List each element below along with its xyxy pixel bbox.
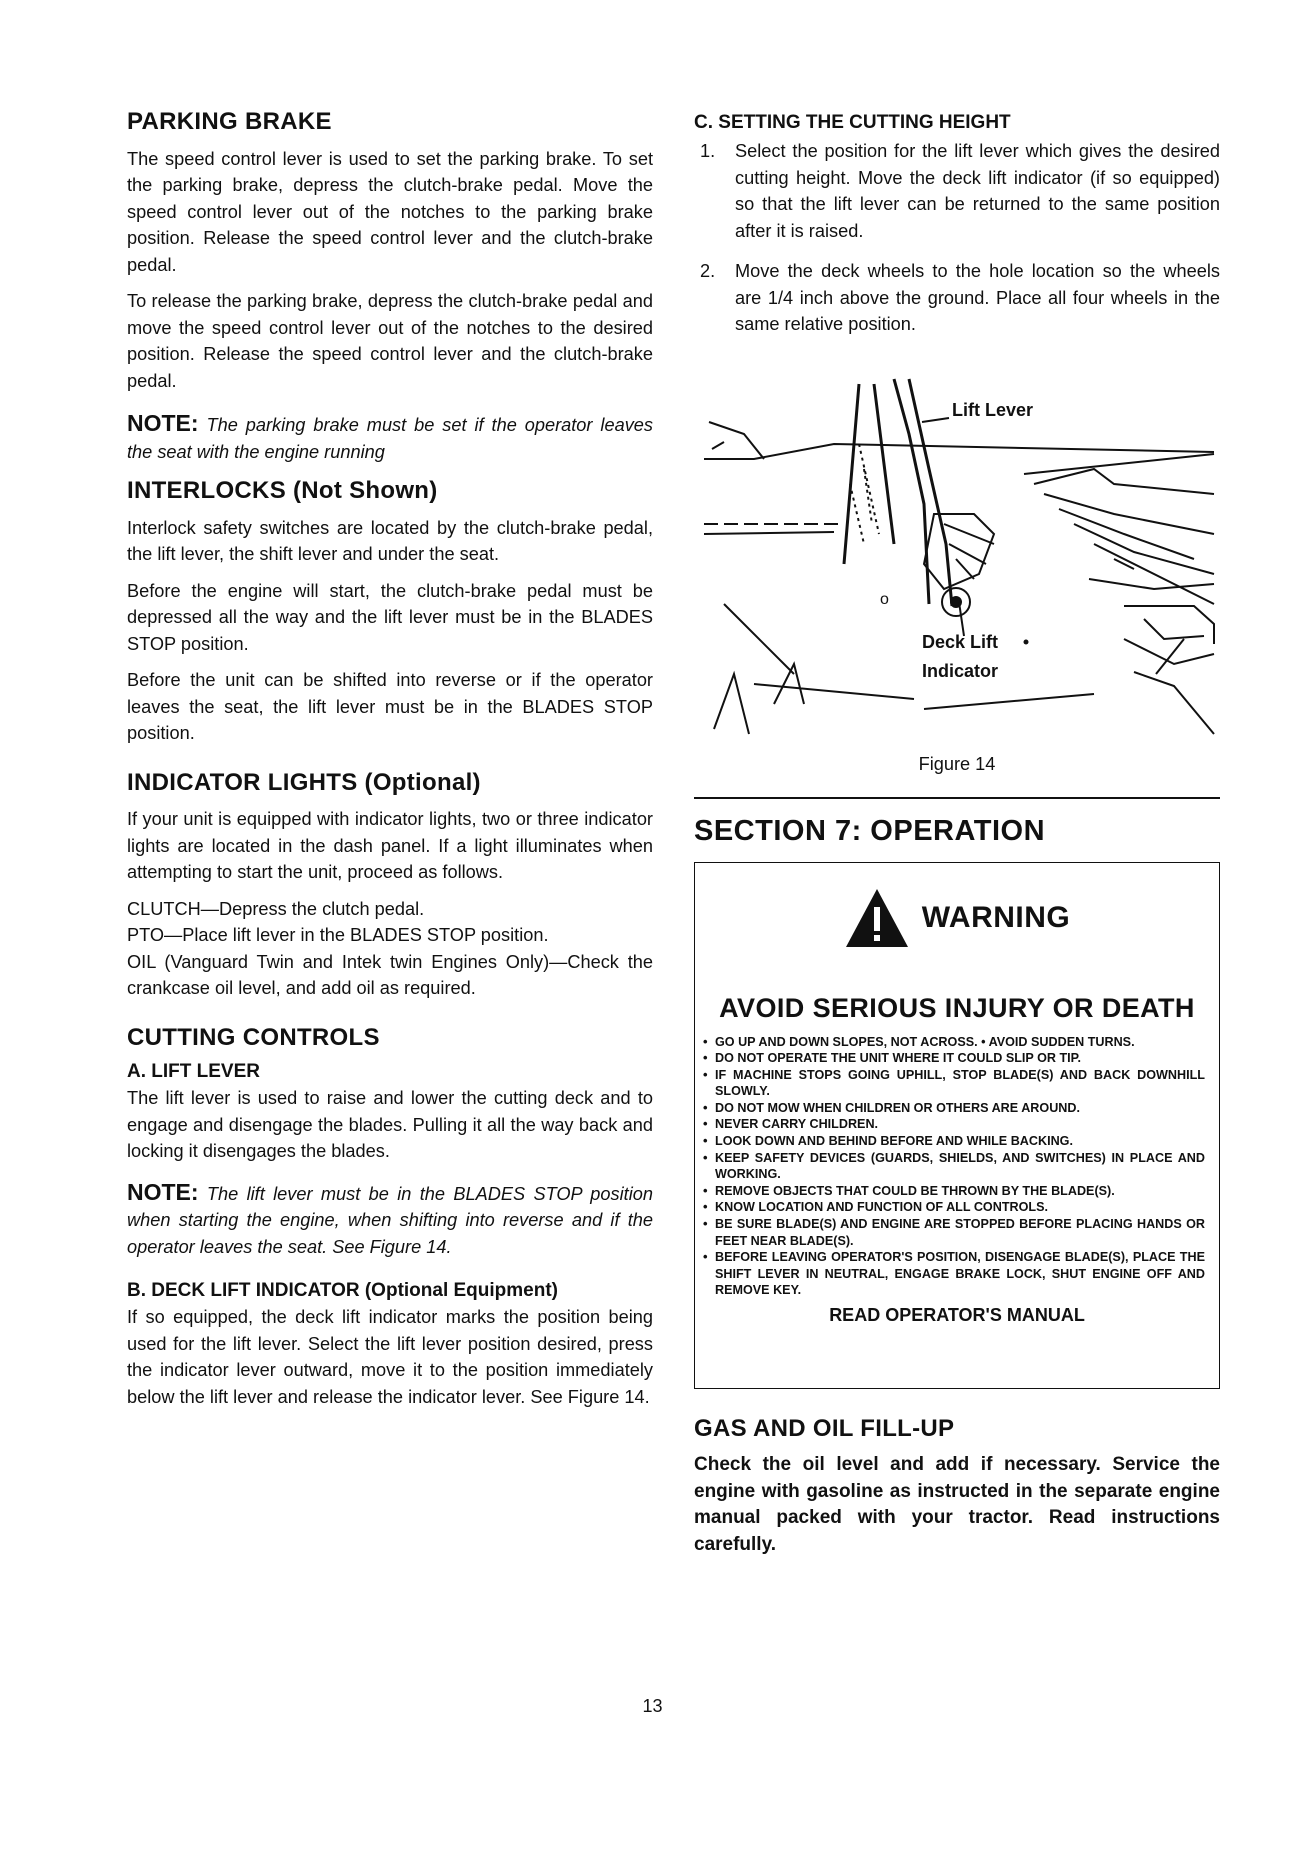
lift-lever-note — [127, 1179, 653, 1261]
deck-lift-indicator-optional: (Optional Equipment) — [364, 1280, 559, 1302]
deck-lift-indicator-text: If so equipped, the deck lift indicator marks the position being used for the lift lever. Select the lift lever position desired, press the indicator lever outward, move it to the position immediately below the lift lever and release the indicator lever. See Figure 14. — [127, 1307, 653, 1407]
warning-box — [694, 862, 1220, 1389]
indicator-oil: OIL (Vanguard Twin and Intek twin Engines Only)—Check the crankcase oil level, and add oil as required. — [127, 951, 653, 999]
note-label: NOTE: — [127, 410, 199, 437]
figure-14-illustration — [694, 374, 1220, 744]
list-item: 2. Move the deck wheels to the hole location so the wheels are 1/4 inch above the ground. Place all four wheels in the same relative position. — [700, 261, 1220, 334]
warning-list — [695, 1034, 1219, 1300]
interlocks-p2: Before the engine will start, the clutch-brake pedal must be depressed all the way and the lift lever must be in the BLADES STOP position. — [127, 580, 653, 654]
read-manual-text: READ OPERATOR'S MANUAL — [829, 1305, 1085, 1325]
cutting-height-steps — [694, 138, 1220, 338]
label-deck-lift: Deck Lift — [922, 631, 999, 652]
list-item: • DO NOT OPERATE THE UNIT WHERE IT COULD SLIP OR TIP. — [703, 1050, 1205, 1067]
note-text: The lift lever must be in the BLADES STOP position when starting the engine, when shifting into reverse and if the operator leaves the seat. See Figure 14. — [127, 1183, 653, 1257]
interlocks-heading: INTERLOCKS (Not Shown) — [127, 477, 438, 505]
interlocks-p1: Interlock safety switches are located by the clutch-brake pedal, the lift lever, the shift lever and under the seat. — [127, 517, 653, 565]
list-item: • BE SURE BLADE(S) AND ENGINE ARE STOPPED BEFORE PLACING HANDS OR FEET NEAR BLADE(S). — [703, 1216, 1205, 1249]
indicator-lights-heading: INDICATOR LIGHTS (Optional) — [127, 768, 481, 796]
left-column — [127, 108, 653, 1420]
indicator-lights-p1: If your unit is equipped with indicator lights, two or three indicator lights are located in the dash panel. If a light illuminates when attempting to start the unit, proceed as follows. — [127, 809, 653, 883]
gas-oil-text: Check the oil level and add if necessary. Service the engine with gasoline as instructed in the separate engine manual packed with your tractor. Read instructions carefully. — [694, 1454, 1220, 1555]
list-item: • DO NOT MOW WHEN CHILDREN OR OTHERS ARE AROUND. — [703, 1100, 1205, 1117]
section-title: SECTION 7: OPERATION — [694, 814, 1046, 847]
warning-triangle-icon — [844, 887, 910, 949]
label-indicator: Indicator — [922, 660, 999, 681]
parking-brake-p1: The speed control lever is used to set the parking brake. To set the parking brake, depress the clutch-brake pedal. Move the speed control lever out of the notches to the parking brake position. Release the speed control lever and the clutch-brake pedal. — [127, 148, 653, 275]
warning-header — [695, 887, 1219, 949]
list-item: • LOOK DOWN AND BEHIND BEFORE AND WHILE BACKING. — [703, 1133, 1205, 1150]
deck-lift-indicator-subheading — [127, 1280, 653, 1302]
lift-lever-text: The lift lever is used to raise and lower the cutting deck and to engage and disengage the blades. Pulling it all the way back and locking it disengages the blades. — [127, 1088, 653, 1162]
page-number: 13 — [642, 1696, 663, 1716]
list-item: • BEFORE LEAVING OPERATOR'S POSITION, DISENGAGE BLADE(S), PLACE THE SHIFT LEVER IN NEUTRAL, ENGAGE BRAKE LOCK, SHUT ENGINE OFF AND REMOVE KEY. — [703, 1249, 1205, 1299]
gas-oil-heading: GAS AND OIL FILL-UP — [694, 1414, 955, 1442]
figure-caption: Figure 14 — [918, 753, 996, 774]
parking-brake-p2: To release the parking brake, depress the clutch-brake pedal and move the speed control lever out of the notches to the desired position. Release the speed control lever and the clutch-brake pedal. — [127, 291, 653, 391]
lift-lever-diagram — [694, 374, 1220, 744]
list-item: • GO UP AND DOWN SLOPES, NOT ACROSS. • AVOID SUDDEN TURNS. — [703, 1034, 1205, 1051]
list-item: • REMOVE OBJECTS THAT COULD BE THROWN BY THE BLADE(S). — [703, 1183, 1205, 1200]
list-item: • IF MACHINE STOPS GOING UPHILL, STOP BLADE(S) AND BACK DOWNHILL SLOWLY. — [703, 1067, 1205, 1100]
list-item: • NEVER CARRY CHILDREN. — [703, 1116, 1205, 1133]
deck-lift-indicator-heading: B. DECK LIFT INDICATOR — [127, 1280, 360, 1302]
right-column — [694, 112, 1220, 1558]
parking-brake-heading: PARKING BRAKE — [127, 108, 332, 135]
warning-word: WARNING — [921, 900, 1071, 934]
indicator-clutch: CLUTCH—Depress the clutch pedal. — [127, 898, 425, 919]
list-item: • KEEP SAFETY DEVICES (GUARDS, SHIELDS, AND SWITCHES) IN PLACE AND WORKING. — [703, 1150, 1205, 1183]
note-text: The parking brake must be set if the operator leaves the seat with the engine running — [127, 415, 653, 462]
note-label: NOTE: — [127, 1178, 199, 1205]
small-o-mark: o — [880, 590, 889, 608]
list-item: 1. Select the position for the lift lever which gives the desired cutting height. Move the deck lift indicator (if so equipped) so that the lift lever can be returned to the same position after it is raised. — [700, 141, 1220, 241]
cutting-controls-heading: CUTTING CONTROLS — [127, 1023, 380, 1051]
interlocks-p3: Before the unit can be shifted into reverse or if the operator leaves the seat, the lift lever must be in the BLADES STOP position. — [127, 670, 653, 744]
section-divider — [694, 797, 1220, 799]
cutting-height-heading: C. SETTING THE CUTTING HEIGHT — [694, 112, 1011, 133]
indicator-pto: PTO—Place lift lever in the BLADES STOP position. — [127, 925, 549, 946]
list-item: • KNOW LOCATION AND FUNCTION OF ALL CONTROLS. — [703, 1199, 1205, 1216]
lift-lever-subheading: A. LIFT LEVER — [127, 1061, 260, 1083]
warning-subtitle: AVOID SERIOUS INJURY OR DEATH — [719, 992, 1195, 1023]
label-lift-lever: Lift Lever — [952, 399, 1034, 420]
parking-note — [127, 410, 653, 465]
